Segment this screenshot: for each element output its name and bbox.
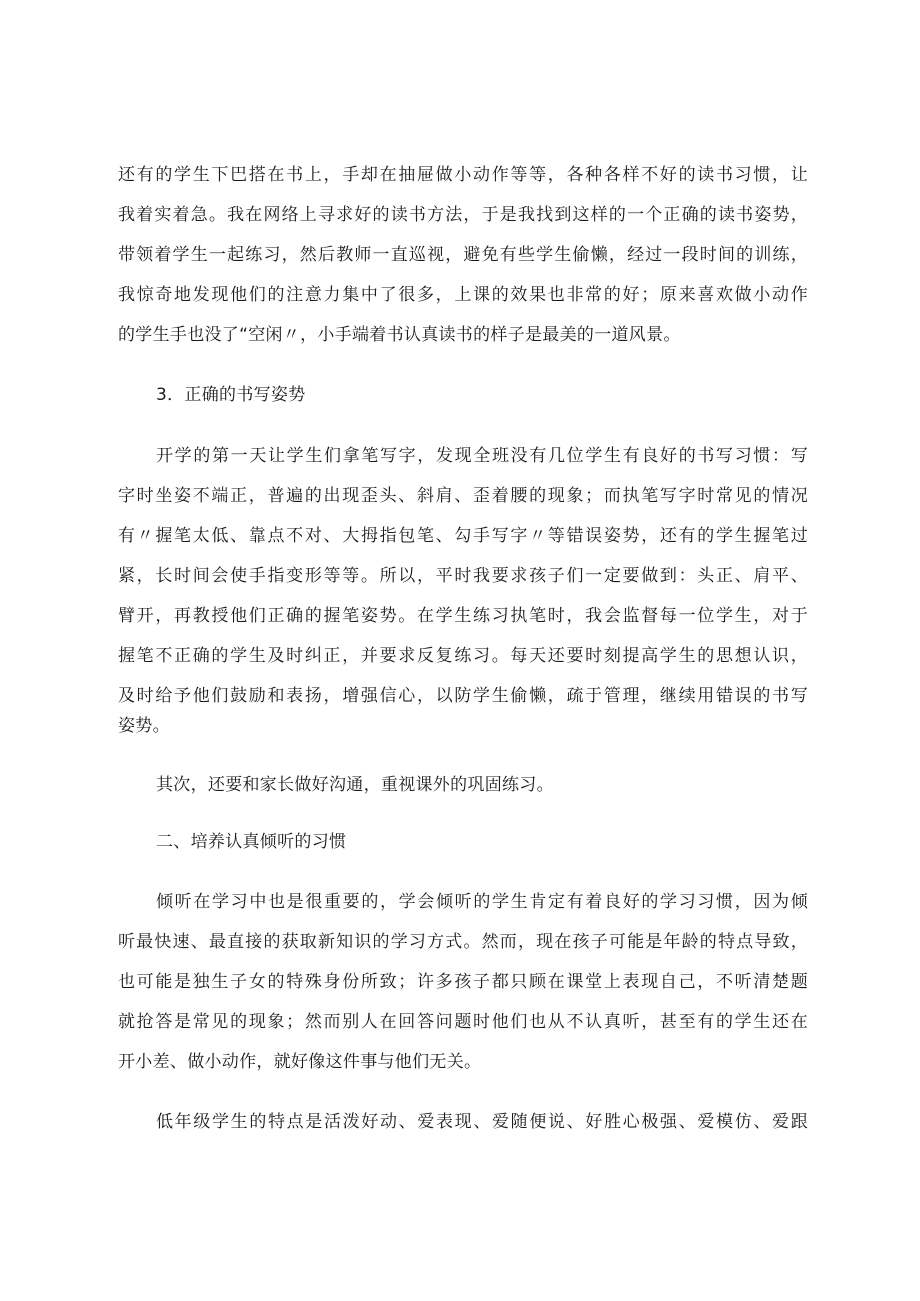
text-line: 有〃握笔太低、靠点不对、大拇指包笔、勾手写字〃等错误姿势，还有的学生握笔过 (118, 526, 808, 546)
section-heading-listening-habits: 二、培养认真倾听的习惯 (156, 832, 347, 852)
text-line: 的学生手也没了“空闲〃，小手端着书认真读书的样子是最美的一道风景。 (118, 325, 681, 345)
text-line: 就抢答是常见的现象；然而别人在回答问题时他们也从不认真听，甚至有的学生还在 (118, 1012, 808, 1032)
text-line: 字时坐姿不端正，普遍的出现歪头、斜肩、歪着腰的现象；而执笔写字时常见的情况 (118, 486, 808, 506)
text-line: 我惊奇地发现他们的注意力集中了很多，上课的效果也非常的好；原来喜欢做小动作 (118, 285, 808, 305)
text-line: 也可能是独生子女的特殊身份所致；许多孩子都只顾在课堂上表现自己，不听清楚题 (118, 972, 808, 992)
section-heading-writing-posture: 3．正确的书写姿势 (156, 385, 306, 405)
text-line: 姿势。 (118, 716, 170, 736)
text-line: 及时给予他们鼓励和表扬，增强信心，以防学生偷懒，疏于管理，继续用错误的书写 (118, 686, 808, 706)
text-line: 还有的学生下巴搭在书上，手却在抽屉做小动作等等，各种各样不好的读书习惯，让 (118, 165, 808, 185)
text-line: 开小差、做小动作，就好像这件事与他们无关。 (118, 1052, 482, 1072)
text-line: 臂开，再教授他们正确的握笔姿势。在学生练习执笔时，我会监督每一位学生，对于 (118, 606, 808, 626)
text-line: 听最快速、最直接的获取新知识的学习方式。然而，现在孩子可能是年龄的特点导致， (118, 932, 808, 952)
text-line: 握笔不正确的学生及时纠正，并要求反复练习。每天还要时刻提高学生的思想认识， (118, 646, 808, 666)
text-line: 紧，长时间会使手指变形等等。所以，平时我要求孩子们一定要做到：头正、肩平、 (118, 566, 808, 586)
paragraph-parent-communication: 其次，还要和家长做好沟通，重视课外的巩固练习。 (156, 775, 554, 795)
paragraph-lower-grade-traits: 低年级学生的特点是活泼好动、爱表现、爱随便说、好胜心极强、爱模仿、爱跟 (156, 1112, 808, 1132)
text-line: 倾听在学习中也是很重要的，学会倾听的学生肯定有着良好的学习习惯，因为倾 (156, 892, 808, 912)
text-line: 开学的第一天让学生们拿笔写字，发现全班没有几位学生有良好的书写习惯：写 (156, 446, 808, 466)
text-line: 带领着学生一起练习，然后教师一直巡视，避免有些学生偷懒，经过一段时间的训练， (118, 245, 808, 265)
text-line: 我着实着急。我在网络上寻求好的读书方法，于是我找到这样的一个正确的读书姿势， (118, 205, 808, 225)
